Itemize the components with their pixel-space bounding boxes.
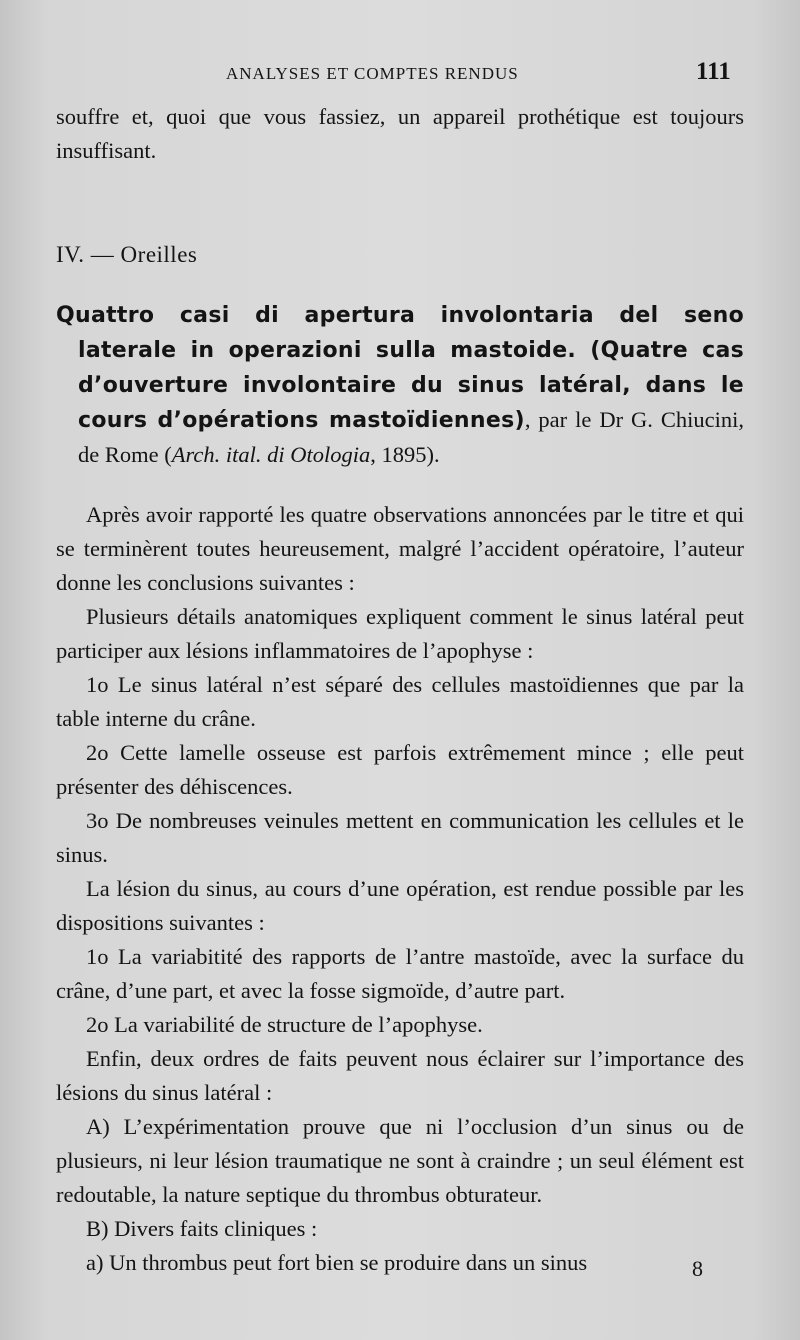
section-title: IV. — Oreilles bbox=[56, 242, 198, 267]
list-item: 3o De nombreuses veinules mettent en communication les cellules et le sinus. bbox=[56, 808, 744, 867]
list-item: a) Un thrombus peut fort bien se produire dans un sinus bbox=[86, 1250, 588, 1275]
signature-mark: 8 bbox=[692, 1256, 703, 1281]
paragraph: Enfin, deux ordres de faits peuvent nous éclairer sur l’importance des lésions du sinus latéral : bbox=[56, 1046, 744, 1105]
article-author: , par le Dr G. Chiucini, de Rome ( bbox=[78, 407, 744, 467]
paragraph: La lésion du sinus, au cours d’une opération, est rendue possible par les dispositions suivantes : bbox=[56, 876, 744, 935]
running-head: ANALYSES ET COMPTES RENDUS bbox=[226, 64, 519, 83]
page-number: 111 bbox=[696, 58, 731, 85]
article-heading bbox=[56, 298, 744, 472]
page-header bbox=[0, 58, 800, 88]
paragraph: Après avoir rapporté les quatre observations annoncées par le titre et qui se terminèrent toutes heureusement, malgré l’accident opératoire, l’auteur donne les conclusions suivantes : bbox=[56, 502, 744, 595]
article-journal: Arch. ital. di Otologia bbox=[171, 442, 371, 467]
body-text bbox=[56, 100, 744, 1280]
paragraph-continued: souffre et, quoi que vous fassiez, un appareil prothétique est toujours insuffisant. bbox=[56, 104, 744, 163]
list-item: B) Divers faits cliniques : bbox=[86, 1216, 318, 1241]
list-item: 2o La variabilité de structure de l’apophyse. bbox=[86, 1012, 483, 1037]
paragraph: Plusieurs détails anatomiques expliquent comment le sinus latéral peut participer aux lésions inflammatoires de l’apophyse : bbox=[56, 604, 744, 663]
article-title: Quattro casi di apertura involontaria del seno laterale in operazioni sulla mastoide. (Quatre cas d’ouverture involontaire du sinus latéral, dans le cours d’opérations mastoïdiennes) bbox=[56, 303, 744, 433]
article-year: , 1895). bbox=[370, 442, 440, 467]
list-item: 2o Cette lamelle osseuse est parfois extrêmement mince ; elle peut présenter des déhiscences. bbox=[56, 740, 744, 799]
list-item: 1o Le sinus latéral n’est séparé des cellules mastoïdiennes que par la table interne du crâne. bbox=[56, 672, 744, 731]
list-item: 1o La variabitité des rapports de l’antre mastoïde, avec la surface du crâne, d’une part, et avec la fosse sigmoïde, d’autre part. bbox=[56, 944, 744, 1003]
list-item: A) L’expérimentation prouve que ni l’occlusion d’un sinus ou de plusieurs, ni leur lésion traumatique ne sont à craindre ; un seul élément est redoutable, la nature septique du thrombus obturateur. bbox=[56, 1114, 744, 1207]
